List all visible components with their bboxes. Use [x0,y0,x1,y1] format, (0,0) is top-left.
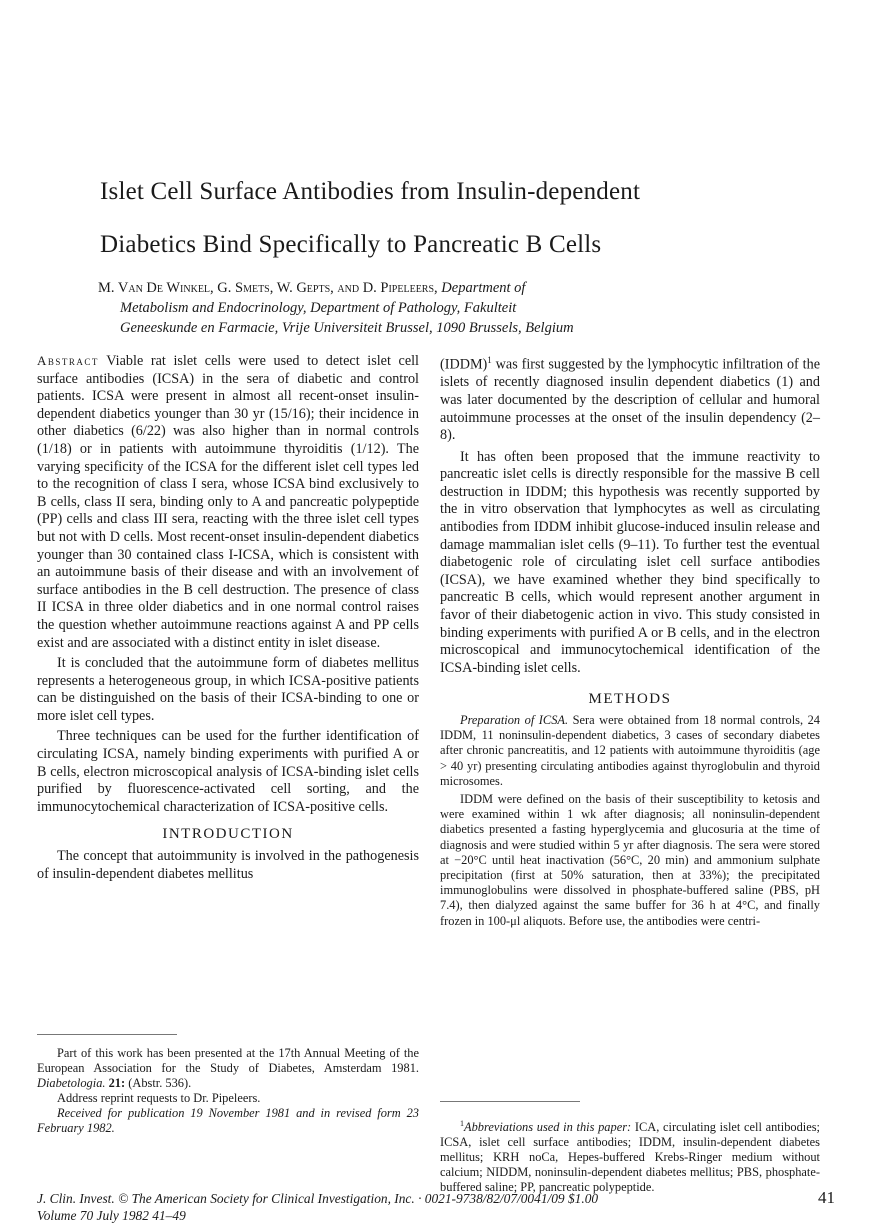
abstract-paragraph-2: It is concluded that the autoimmune form of diabetes mellitus represents a heterogeneous group, in which ICSA-positive patients can be distinguished on the basis of their ICSA-binding to one or more islet cell types. [37,655,419,724]
abbreviations-label: Abbreviations used in this paper: [464,1120,632,1135]
introduction-paragraph-2: It has often been proposed that the immune reactivity to pancreatic islet cells is directly responsible for the massive B cell destruction in IDDM; this hypothesis was recently supported by the in vitro observation that lymphocytes as well as circulating antibodies from IDDM inhibit glucose-induced insulin release and damage mammalian islet cells (9–11). To further test the eventual diabetogenic role of circulating islet cell surface antibodies (ICSA), we have examined whether they bind specifically to pancreatic B cells, which would represent another argument in favor of their diabetogenic action in vivo. This study consisted in binding experiments with purified A or B cells, and in the electron microscopical and immunocytochemical identification of the ICSA-binding islet cells. [440,448,820,676]
methods-subheading: Preparation of ICSA. [460,713,569,728]
footnote-reprints: Address reprint requests to Dr. Pipeleers. [57,1091,261,1105]
right-column [440,352,820,929]
introduction-paragraph-1-start: The concept that autoimmunity is involved in the pathogenesis of insulin-dependent diabetes mellitus [37,848,419,882]
title-line-2: Diabetics Bind Specifically to Pancreatic B Cells [100,231,602,258]
author-block [98,278,708,338]
introduction-heading: INTRODUCTION [162,826,294,843]
abbreviations-text: ICA, circulating islet cell antibodies; ICSA, islet cell surface antibodies; IDDM, insulin-dependent diabetes mellitus; KRH noCa, Hepes-buffered Krebs-Ringer medium without calcium; NIDDM, noninsulin-dependent diabetes mellitus; PBS, phosphate-buffered saline; PP, pancreatic polypeptide. [440,1120,820,1195]
methods-paragraph-2: IDDM were defined on the basis of their susceptibility to ketosis and were examined within 1 wk after diagnosis; all noninsulin-dependent diabetics presented a fasting hyperglycemia and glucosuria at the time of diagnosis and were studied within 5 yr after diagnosis. The sera were stored at −20°C until heat inactivation (56°C, 20 min) and ammonium sulphate precipitation (first at 50% saturation, then at 33%); the precipitated immunoglobulins were dissolved in phosphate-buffered saline (PBS, pH 7.4), then dialyzed against the same buffer for 36 h at 4°C, and finally frozen in 100-μl aliquots. Before use, the antibodies were centri- [440,792,820,928]
abstract-label: Abstract [37,353,99,368]
affiliation-lead: Department of [441,280,526,296]
author-names: M. Van De Winkel, G. Smets, W. Gepts, and D. Pipeleers, [98,280,438,296]
citation-line-1: J. Clin. Invest. © The American Society for Clinical Investigation, Inc. · 0021-9738/82/07/0041/09 $1.00 [37,1191,599,1206]
footnote-volume: 21: [108,1076,126,1090]
affiliation-line-2: Metabolism and Endocrinology, Department of Pathology, Fakulteit [120,300,517,316]
introduction-paragraph-1-cont [440,352,820,445]
page-number: 41 [818,1188,835,1207]
footnote-received: Received for publication 19 November 1981 and in revised form 23 February 1982. [37,1106,419,1135]
iddm-term: (IDDM) [440,356,488,373]
introduction-text-1: was first suggested by the lymphocytic infiltration of the islets of recently diagnosed insulin dependent diabetics (1) and was later documented by the description of cellular and humoral autoimmune processes at the onset of the insulin dependency (2–8). [440,356,820,444]
methods-body [440,713,820,929]
abstract-text-1: Viable rat islet cells were used to detect islet cell surface antibodies (ICSA) in the sera of diabetic and control patients. ICSA were present in almost all recent-onset insulin-dependent diabetics younger than 30 yr (15/16); their incidence in other diabetics (6/22) was also higher than in normal controls (1/18) or in patients with autoimmune thyroiditis (1/12). The varying specificity of the ICSA for the different islet cell types led to the recognition of class I sera, whose ICSA bind exclusively to B cells, class II sera, binding only to A and pancreatic polypeptide (PP) cells and class III sera, reacting with the three islet cell types but not with D cells. Most recent-onset insulin-dependent diabetics younger than 30 contained class I-ICSA, which is consistent with an autoimmune basis of their disease and with an involvement of surface antibodies in the B cell destruction. The presence of class II ICSA in three older diabetics and in one normal control raises the question whether autoimmune reactions against A and PP cells exist and are associated with a distinct entity in islet disease. [37,353,420,651]
footnote-abstract-ref: (Abstr. 536). [128,1076,192,1090]
footnote-rule-right [440,1101,580,1102]
footnote-journal: Diabetologia. [37,1076,106,1090]
footnote-rule-left [37,1034,177,1035]
abbreviations-marker: 1 [460,1119,464,1128]
left-column [37,352,419,883]
footnote-presentation-text: Part of this work has been presented at the 17th Annual Meeting of the European Association for the Study of Diabetes, Amsterdam 1981. [37,1046,419,1075]
abstract-paragraph-1 [37,352,419,652]
footnote-marker: 1 [487,355,492,365]
article-title [100,176,820,261]
methods-heading: METHODS [588,691,672,708]
footnote-presentation [37,1046,419,1091]
journal-citation [37,1190,598,1224]
abbreviations-paragraph [440,1116,820,1195]
affiliation-line-3: Geneeskunde en Farmacie, Vrije Universiteit Brussel, 1090 Brussels, Belgium [120,320,574,336]
methods-paragraph-1 [440,713,820,789]
methods-text-1: Sera were obtained from 18 normal controls, 24 IDDM, 11 noninsulin-dependent diabetics, 3 cases of secondary diabetes after chronic pancreatitis, and 12 patients with autoimmune thyroiditis (age > 40 yr) presenting circulating antibodies against thyroglobulin and thyroid microsomes. [440,713,820,788]
abstract-paragraph-3: Three techniques can be used for the further identification of circulating ICSA, namely binding experiments with purified A or B cells, electron microscopical analysis of ICSA-binding islet cells purified by fluorescence-activated cell sorting, and the immunocytochemical characterization of ICSA-positive cells. [37,728,419,815]
citation-line-2: Volume 70 July 1982 41–49 [37,1208,186,1223]
footnotes-left [37,1046,419,1136]
title-line-1: Islet Cell Surface Antibodies from Insulin-dependent [100,178,641,205]
footnote-abbreviations [440,1116,820,1195]
